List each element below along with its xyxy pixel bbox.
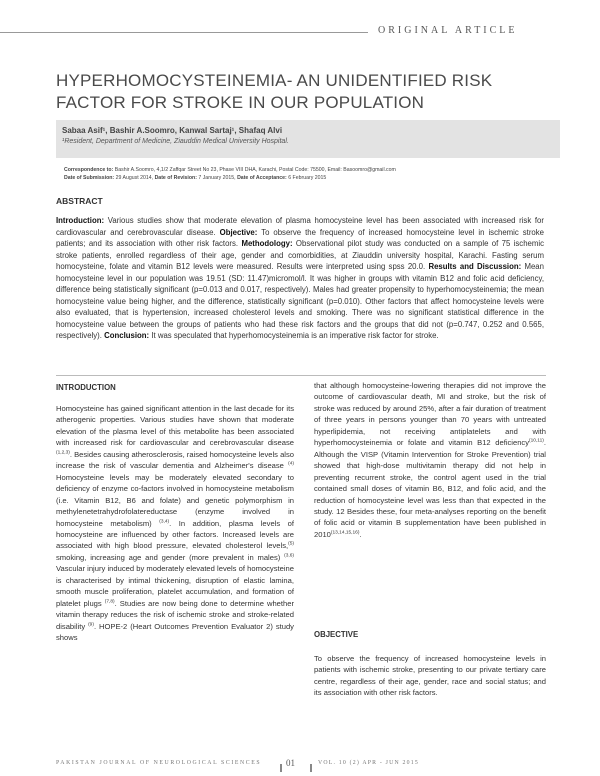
acceptance-label: Date of Acceptance: <box>237 175 287 181</box>
abstract-methodology: Observational pilot study was conducted on a sample of 75 ischemic stroke patients, enrolled regardless of their age, gender and comorbidities, at Ziauddin university hospital, Karachi. Fasting serum homocysteine, folate and vitamin B12 levels were measured. Results were interpreted using spss 20.0. <box>56 239 544 272</box>
abstract-body <box>56 215 544 342</box>
header-rule <box>0 32 368 33</box>
correspondence-line <box>64 166 554 174</box>
article-title: HYPERHOMOCYSTEINEMIA- AN UNIDENTIFIED RISK FACTOR FOR STROKE IN OUR POPULATION <box>56 71 493 112</box>
journal-issue: VOL. 10 (2) APR - JUN 2015 <box>318 760 419 766</box>
methodology-label: Methodology: <box>241 239 293 249</box>
page-footer <box>56 760 576 772</box>
author-affiliation: ¹Resident, Department of Medicine, Ziauddin Medical University Hospital. <box>62 138 289 145</box>
conclusion-label: Conclusion: <box>104 331 150 341</box>
authors-box <box>56 120 560 158</box>
objective-label: Objective: <box>219 227 258 237</box>
abstract-intro: Various studies show that moderate elevation of plasma homocysteine level has been associated with increased risk for cardiovascular and cerebrovascular disease. <box>56 216 544 237</box>
citation: (13,14,15,16) <box>330 530 360 536</box>
citation: (3,4) <box>159 519 170 524</box>
intro-para-2: . Besides causing atherosclerosis, raised homocysteine levels also increase the risk of vascular dementia and Alzheimer's disease <box>56 449 295 471</box>
page-number: 01 <box>286 758 295 768</box>
intro-label: Introduction: <box>56 216 105 225</box>
intro-para-7: . Studies are now being done to determine whether vitamin therapy reduces the risk of ischemic stroke and stroke-related disability <box>56 598 294 631</box>
revision-date: 7 January 2015, <box>198 175 236 181</box>
abstract-objective: To observe the frequency of increased homocysteine level in ischemic stroke patients; and its association with other risk factors. <box>56 227 544 249</box>
objective-text: To observe the frequency of increased homocysteine levels in patients with ischemic stroke, presenting to our private tertiary care centre, regardless of their age, gender, race and social status; and its association with other risk factors. <box>314 654 546 698</box>
intro-para-1: Homocysteine has gained significant attention in the last decade for its atherogenic properties. Various studies have shown that moderate elevation of the plasma level of this metabolite has been associated with increased risk for cardiovascular and cerebrovascular disease <box>56 404 294 448</box>
article-header <box>0 22 600 44</box>
submission-label: Date of Submission: <box>64 175 115 181</box>
introduction-text <box>56 403 294 644</box>
citation: (7,8) <box>104 599 115 605</box>
intro-para-6: Vascular injury induced by moderately elevated levels of homocysteine is characterised by intimal thickening, disruption of elastic lamina, smooth muscle proliferation, platelet accumulation, and formation of platelet plugs <box>56 564 294 608</box>
citation: (4) <box>288 461 294 467</box>
introduction-heading: INTRODUCTION <box>56 383 116 392</box>
abstract-results: Mean homocysteine level in our population was 19.51 (SD: 11.47)micromol/l. It was higher in groups with vitamin B12 and folic acid deficiency, difference being statistically significant (p=0.013 and 0.017, respectively). Males had greater propensity to hyperhomocysteinemia; the mean homocysteine value being higher, and the difference, statistically significant (p=0.010). Other factors that affect homocysteine levels were also evaluated, that is hypertension, increased cholesterol levels and smoking. There was no significant statistical difference in the homocysteine value between the groups of patients who had these risk factors and the groups that did not (p=0.747, 0.252 and 0.565, respectively). <box>56 262 544 341</box>
intro-para-8: . HOPE-2 (Heart Outcomes Prevention Evaluator 2) study shows <box>56 621 294 643</box>
citation: (9) <box>88 622 94 628</box>
intro-para-4: . In addition, plasma levels of homocysteine are influenced by other factors. Increased levels are associated with high blood pressure, elevated cholesterol levels, <box>56 518 294 551</box>
footer-rule-right <box>310 764 312 772</box>
abstract-heading: ABSTRACT <box>56 196 103 206</box>
right-para-1: that although homocysteine-lowering therapies did not improve the outcome of cardiovascular death, MI and stroke, but the risk of stroke was reduced by around 25%, after a fair duration of treatment of three years in persons younger than 70 years with untreated hyperlipidemia, not receiving antiplatelets and with hyperhomocysteinemia or folate and vitamin B12 deficiency <box>314 381 546 448</box>
citation: (5) <box>288 541 294 547</box>
section-label: ORIGINAL ARTICLE <box>378 25 518 36</box>
intro-para-5: smoking, increasing age and gender (more prevalent in males) <box>56 552 281 562</box>
author-list: Sabaa Asif¹, Bashir A.Soomro, Kanwal Sartaj¹, Shafaq Alvi <box>62 126 283 135</box>
intro-para-3: Homocysteine levels may be moderately elevated secondary to deficiency of enzyme co-factors involved in homocysteine metabolism (i.e. Vitamin B12, B6 and folate) and genetic polymorphism in methylenetetrahydrofolatereductase (enzyme involved in homocysteine metabolism) <box>56 472 294 528</box>
citation: (1,2,3) <box>56 450 70 456</box>
revision-label: Date of Revision: <box>154 175 197 181</box>
footer-rule-left <box>280 764 282 772</box>
article-meta <box>64 166 554 182</box>
citation: (10,11) <box>529 438 544 444</box>
correspondence-label: Correspondence to: <box>64 167 114 173</box>
right-para-2: . Although the VISP (Vitamin Intervention for Stroke Prevention) trial showed that high-dose multivitamin therapy did not help in preventing recurrent stroke, the control agent used in the trial contained small doses of vitamin B6, B12, and folic acid, and the reduction of homocysteine level was less than that expected in the study. 12 Besides these, four meta-analyses reporting on the benefit of folic acid or vitamin B supplementation have been published in 2010 <box>314 438 546 539</box>
submission-date: 29 August 2014, <box>115 175 154 181</box>
dates-line <box>64 174 554 182</box>
journal-name: PAKISTAN JOURNAL OF NEUROLOGICAL SCIENCES <box>56 760 262 766</box>
section-divider <box>56 375 546 376</box>
abstract-conclusion: It was speculated that hyperhomocysteinemia is an imperative risk factor for stroke. <box>151 331 439 341</box>
correspondence-text: Bashir A.Soomro, 4,1/2 Zaffqar Street No 23, Phase VIII DHA, Karachi, Postal Code: 75500, Email: Basoomro@gmail.com <box>114 167 396 173</box>
citation: (3,6) <box>284 553 294 559</box>
results-label: Results and Discussion: <box>428 262 522 272</box>
right-para-3: . <box>359 529 362 539</box>
introduction-continued-text <box>314 380 546 540</box>
objective-heading: OBJECTIVE <box>314 630 359 639</box>
acceptance-date: 6 February 2015 <box>288 175 327 181</box>
